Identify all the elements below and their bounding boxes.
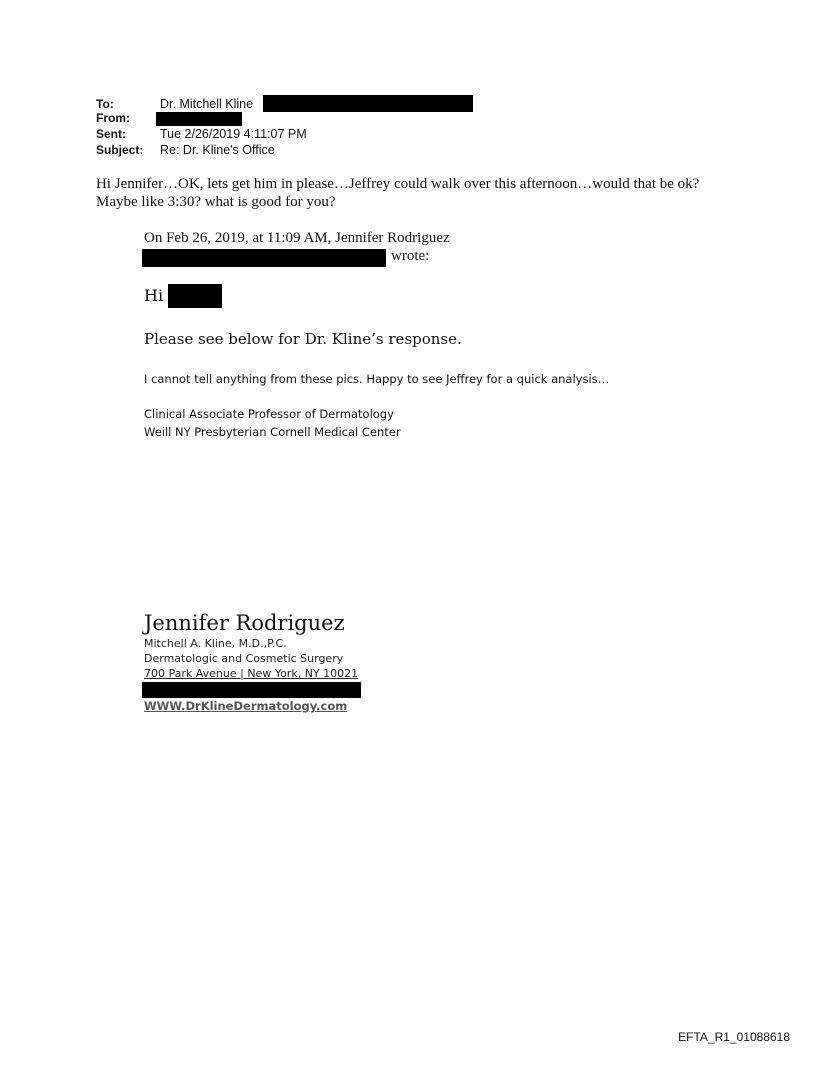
signature-website-link[interactable]: WWW.DrKlineDermatology.com <box>144 699 348 713</box>
subject-label: Subject: <box>96 143 144 157</box>
redaction-greeting-name <box>168 284 222 308</box>
redaction-to-address <box>263 95 473 112</box>
subject-value: Re: Dr. Kline's Office <box>160 143 275 157</box>
document-id: EFTA_R1_01088618 <box>678 1030 790 1044</box>
redaction-signature-contact <box>142 682 361 698</box>
to-value: Dr. Mitchell Kline <box>160 97 254 111</box>
doctor-response: I cannot tell anything from these pics. Happy to see Jeffrey for a quick analysis… <box>144 372 610 386</box>
signature-specialty: Dermatologic and Cosmetic Surgery <box>144 652 344 665</box>
sent-label: Sent: <box>96 127 126 141</box>
to-label: To: <box>96 97 114 111</box>
doctor-title-line1: Clinical Associate Professor of Dermatology <box>144 407 394 421</box>
signature-practice: Mitchell A. Kline, M.D.,P.C. <box>144 637 287 650</box>
sent-value: Tue 2/26/2019 4:11:07 PM <box>160 127 307 141</box>
signature-name: Jennifer Rodriguez <box>144 611 345 635</box>
quote-greeting: Hi <box>144 286 164 305</box>
reply-body: Hi Jennifer…OK, lets get him in please…Jeffrey could walk over this afternoon…would that be ok? Maybe like 3:30? what is good for you? <box>96 176 700 210</box>
doctor-title-line2: Weill NY Presbyterian Cornell Medical Center <box>144 425 401 439</box>
quote-attribution: On Feb 26, 2019, at 11:09 AM, Jennifer Rodriguez <box>144 230 450 246</box>
quote-intro: Please see below for Dr. Kline’s response. <box>144 330 462 348</box>
redaction-from <box>156 112 242 126</box>
redaction-sender-email <box>142 249 386 267</box>
from-label: From: <box>96 111 130 125</box>
signature-address: 700 Park Avenue | New York, NY 10021 <box>144 667 359 680</box>
quote-wrote: wrote: <box>391 248 430 264</box>
